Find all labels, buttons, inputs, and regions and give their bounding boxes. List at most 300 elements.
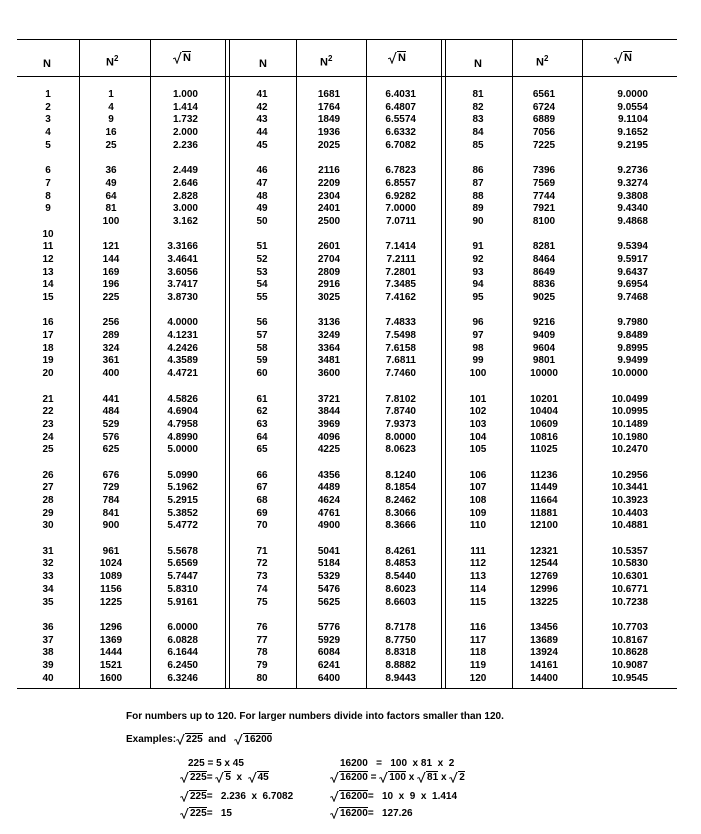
row-spacer xyxy=(516,533,572,546)
n-cell: 5 xyxy=(45,139,51,151)
n-squared-cell: 7396 xyxy=(532,165,556,177)
row-spacer xyxy=(458,381,498,394)
row-spacer xyxy=(30,216,66,229)
n-squared-cell: 11025 xyxy=(530,444,558,456)
row-spacer xyxy=(366,381,416,394)
sqrt-cell: 7.0711 xyxy=(385,215,416,227)
sqrt-cell: 9.7468 xyxy=(617,292,648,303)
n-squared-cell: 900 xyxy=(102,520,120,532)
sqrt-cell: 8.3066 xyxy=(385,507,416,519)
sqrt-cell: 3.7417 xyxy=(167,279,198,291)
row-spacer xyxy=(306,152,352,165)
header-sqrt-n: N xyxy=(614,52,632,88)
n-cell: 96 xyxy=(472,317,484,329)
sqrt-cell: 8.8882 xyxy=(385,659,416,671)
n-cell: 33 xyxy=(42,571,54,583)
n-squared-cell: 6241 xyxy=(317,659,341,671)
row-spacer xyxy=(366,305,416,318)
n-cell: 50 xyxy=(256,215,268,227)
n-cell: 26 xyxy=(42,469,54,481)
n-squared-cell: 7569 xyxy=(532,177,556,189)
n-cell: 45 xyxy=(256,139,268,151)
sqrt-cell: 9.2195 xyxy=(617,139,648,151)
n-cell: 69 xyxy=(256,507,268,519)
sqrt-cell: 9.0554 xyxy=(617,101,648,113)
sqrt-cell: 10.4403 xyxy=(611,507,648,519)
sqrt-cell: 8.6603 xyxy=(385,596,416,608)
sqrt-cell: 4.5826 xyxy=(167,393,198,405)
n-squared-cell: 64 xyxy=(105,190,117,202)
n-cell: 83 xyxy=(472,114,484,126)
n-squared-cell: 7225 xyxy=(532,139,556,151)
n-squared-cell: 9 xyxy=(108,114,114,126)
n-cell: 103 xyxy=(469,418,487,430)
n-squared-cell: 4 xyxy=(108,101,114,113)
n-squared-cell: 121 xyxy=(102,241,120,253)
row-spacer xyxy=(516,457,572,470)
n-cell: 40 xyxy=(42,672,54,684)
row-spacer xyxy=(366,152,416,165)
sqrt-cell: 8.6023 xyxy=(385,583,416,595)
n-cell: 2 xyxy=(45,101,51,113)
sqrt-cell: 8.9443 xyxy=(385,672,416,684)
n-squared-cell: 4489 xyxy=(317,482,341,494)
n-squared-cell: 5929 xyxy=(317,634,341,646)
n-squared-cell: 12769 xyxy=(530,571,558,583)
n-cell: 77 xyxy=(256,634,268,646)
n-squared-cell: 729 xyxy=(102,482,120,494)
n-cell: 119 xyxy=(469,659,487,671)
sqrt-cell: 10.8628 xyxy=(611,647,648,659)
n-squared-cell: 8836 xyxy=(532,279,556,291)
sqrt-cell: 1.000 xyxy=(172,89,198,100)
n-squared-cell: 13924 xyxy=(530,647,558,659)
n-cell: 102 xyxy=(469,406,487,418)
sqrt-cell: 5.1962 xyxy=(167,482,198,494)
sqrt-cell: 3.000 xyxy=(172,203,198,215)
header-n-squared: $N^2$ xyxy=(536,54,549,69)
n-squared-cell: 1764 xyxy=(317,101,341,113)
sqrt-cell: 7.6811 xyxy=(385,355,416,367)
sqrt-cell: 7.6158 xyxy=(385,342,416,354)
n-squared-cell: 14161 xyxy=(530,659,558,671)
row-spacer xyxy=(244,152,280,165)
n-cell: 76 xyxy=(256,621,268,633)
row-spacer xyxy=(458,152,498,165)
row-spacer xyxy=(306,609,352,622)
row-spacer xyxy=(366,457,416,470)
row-spacer xyxy=(150,609,198,622)
sqrt-cell: 1.732 xyxy=(172,114,198,126)
n-squared-cell: 2025 xyxy=(317,139,341,151)
n-squared-cell: 2401 xyxy=(317,203,341,215)
n-column xyxy=(30,89,66,685)
sqrt-cell: 5.4772 xyxy=(167,520,198,532)
sqrt-cell: 4.0000 xyxy=(167,317,198,329)
col-divider xyxy=(296,40,297,688)
row-spacer xyxy=(366,609,416,622)
sqrt-cell: 5.3852 xyxy=(167,507,198,519)
sqrt-cell: 9.4340 xyxy=(617,203,648,215)
n-squared-cell: 100 xyxy=(102,215,120,227)
n-cell: 21 xyxy=(42,393,54,405)
n-cell: 107 xyxy=(469,482,487,494)
n-cell: 82 xyxy=(472,101,484,113)
sqrt-cell: 4.2426 xyxy=(167,342,198,354)
sqrt-cell: 4.4721 xyxy=(167,368,198,380)
n-squared-cell: 3481 xyxy=(317,355,341,367)
sqrt-cell: 6.6332 xyxy=(385,127,416,139)
sqrt-cell: 10.1980 xyxy=(611,431,648,443)
n-cell: 29 xyxy=(42,507,54,519)
sqrt-cell: 4.3589 xyxy=(167,355,198,367)
n-squared-cell: 361 xyxy=(102,355,120,367)
sqrt-cell: 9.2736 xyxy=(617,165,648,177)
example-1-line-2: 225= 5 x 45 xyxy=(180,772,269,783)
n-cell: 56 xyxy=(256,317,268,329)
sqrt-cell: 9.6437 xyxy=(617,266,648,278)
n-squared-cell: 256 xyxy=(102,317,120,329)
n-squared-cell: 841 xyxy=(102,507,120,519)
n-cell: 116 xyxy=(469,621,487,633)
sqrt-cell: 8.0623 xyxy=(385,444,416,456)
n-cell: 65 xyxy=(256,444,268,456)
example-1-line-4: 225= 15 xyxy=(180,808,232,819)
n-cell: 8 xyxy=(45,190,51,202)
row-spacer xyxy=(90,381,132,394)
row-spacer xyxy=(150,152,198,165)
n-cell: 12 xyxy=(42,253,54,265)
n-cell: 35 xyxy=(42,596,54,608)
n-cell: 113 xyxy=(469,571,487,583)
sqrt-cell: 8.0000 xyxy=(385,431,416,443)
n-squared-cell: 3721 xyxy=(317,393,341,405)
n-squared-cell: 1936 xyxy=(317,127,341,139)
n-cell: 100 xyxy=(469,368,487,380)
n-squared-cell: 2916 xyxy=(317,279,341,291)
n-squared-column xyxy=(516,89,572,685)
row-spacer xyxy=(150,305,198,318)
n-cell: 86 xyxy=(472,165,484,177)
sqrt-cell: 7.4833 xyxy=(385,317,416,329)
sqrt-cell: 4.1231 xyxy=(167,330,198,342)
table-top-rule xyxy=(17,39,677,40)
sqrt-cell: 7.2801 xyxy=(385,266,416,278)
row-spacer xyxy=(244,305,280,318)
n-cell: 72 xyxy=(256,558,268,570)
n-squared-cell: 6889 xyxy=(532,114,556,126)
n-cell: 44 xyxy=(256,127,268,139)
sqrt-cell: 10.2470 xyxy=(611,444,648,456)
sqrt-cell: 10.0499 xyxy=(611,393,648,405)
row-spacer xyxy=(150,381,198,394)
sqrt-cell: 5.0990 xyxy=(167,469,198,481)
n-squared-cell: 25 xyxy=(105,139,117,151)
n-cell: 79 xyxy=(256,659,268,671)
row-spacer xyxy=(516,152,572,165)
n-squared-cell: 961 xyxy=(102,545,120,557)
row-spacer xyxy=(458,457,498,470)
n-cell: 54 xyxy=(256,279,268,291)
row-spacer xyxy=(306,229,352,242)
n-cell: 27 xyxy=(42,482,54,494)
n-squared-cell: 3600 xyxy=(317,368,341,380)
row-spacer xyxy=(580,229,648,242)
n-cell: 120 xyxy=(469,672,487,684)
sqrt-cell: 10.2956 xyxy=(611,469,648,481)
n-cell: 6 xyxy=(45,165,51,177)
sqrt-cell: 9.3274 xyxy=(617,177,648,189)
header-n: N xyxy=(259,58,267,70)
n-squared-cell: 8464 xyxy=(532,253,556,265)
row-spacer xyxy=(244,533,280,546)
sqrt-cell: 10.9087 xyxy=(611,659,648,671)
n-squared-cell: 10816 xyxy=(530,431,558,443)
n-squared-cell: 5329 xyxy=(317,571,341,583)
sqrt-cell: 5.0000 xyxy=(167,444,198,456)
sqrt-cell: 6.7823 xyxy=(385,165,416,177)
sqrt-cell: 5.8310 xyxy=(167,583,198,595)
n-cell: 63 xyxy=(256,418,268,430)
n-cell: 23 xyxy=(42,418,54,430)
sqrt-cell: 6.5574 xyxy=(385,114,416,126)
n-squared-cell: 9409 xyxy=(532,330,556,342)
n-squared-cell: 144 xyxy=(102,253,120,265)
sqrt-cell: 9.6954 xyxy=(617,279,648,291)
n-squared-cell: 5184 xyxy=(317,558,341,570)
n-squared-cell: 13689 xyxy=(530,634,558,646)
n-squared-cell: 529 xyxy=(102,418,120,430)
sqrt-cell: 7.0000 xyxy=(385,203,416,215)
row-spacer xyxy=(516,381,572,394)
n-squared-column xyxy=(306,89,352,685)
n-cell: 47 xyxy=(256,177,268,189)
n-cell: 75 xyxy=(256,596,268,608)
n-cell: 16 xyxy=(42,317,54,329)
n-cell: 28 xyxy=(42,495,54,506)
n-cell: 71 xyxy=(256,545,268,557)
n-squared-cell: 441 xyxy=(102,393,120,405)
row-spacer xyxy=(458,533,498,546)
n-squared-cell: 1369 xyxy=(99,634,123,646)
row-spacer xyxy=(244,229,280,242)
n-squared-cell: 3844 xyxy=(317,406,341,418)
sqrt-cell: 5.7447 xyxy=(167,571,198,583)
row-spacer xyxy=(244,381,280,394)
example-1-line-1: 225 = 5 x 45 xyxy=(188,758,244,769)
n-cell: 84 xyxy=(472,127,484,139)
n-squared-cell: 4356 xyxy=(317,469,341,481)
sqrt-column xyxy=(580,89,648,685)
n-squared-cell: 11236 xyxy=(530,469,558,481)
row-spacer xyxy=(306,533,352,546)
n-cell: 81 xyxy=(472,89,484,100)
n-squared-cell: 625 xyxy=(102,444,120,456)
n-squared-column xyxy=(90,89,132,685)
n-column xyxy=(244,89,280,685)
row-spacer xyxy=(30,152,66,165)
sqrt-cell: 7.9373 xyxy=(385,418,416,430)
sqrt-cell: 8.8318 xyxy=(385,647,416,659)
n-cell: 19 xyxy=(42,355,54,367)
n-squared-cell: 400 xyxy=(102,368,120,380)
n-cell: 66 xyxy=(256,469,268,481)
sqrt-cell: 8.4853 xyxy=(385,558,416,570)
n-cell: 106 xyxy=(469,469,487,481)
header-n: N xyxy=(43,58,51,70)
sqrt-cell: 9.8489 xyxy=(617,330,648,342)
row-spacer xyxy=(90,229,132,242)
n-cell: 30 xyxy=(42,520,54,532)
section-divider xyxy=(441,40,442,688)
n-squared-cell: 9604 xyxy=(532,342,556,354)
sqrt-cell: 9.4868 xyxy=(617,215,648,227)
n-squared-cell: 4761 xyxy=(317,507,341,519)
n-squared-cell: 1 xyxy=(108,89,114,100)
n-squared-cell: 9025 xyxy=(532,292,556,303)
n-cell: 78 xyxy=(256,647,268,659)
sqrt-cell: 10.0000 xyxy=(611,368,648,380)
sqrt-cell: 8.5440 xyxy=(385,571,416,583)
n-cell: 108 xyxy=(469,495,487,506)
n-squared-cell: 324 xyxy=(102,342,120,354)
sqrt-cell: 10.9545 xyxy=(611,672,648,684)
n-squared-cell: 2209 xyxy=(317,177,341,189)
sqrt-cell: 10.1489 xyxy=(611,418,648,430)
n-cell: 7 xyxy=(45,177,51,189)
sqrt-cell: 4.7958 xyxy=(167,418,198,430)
sqrt-cell: 10.7703 xyxy=(611,621,648,633)
n-cell: 70 xyxy=(256,520,268,532)
n-squared-cell: 4096 xyxy=(317,431,341,443)
n-cell: 73 xyxy=(256,571,268,583)
n-squared-cell: 12544 xyxy=(530,558,558,570)
n-cell: 99 xyxy=(472,355,484,367)
n-cell: 109 xyxy=(469,507,487,519)
sqrt-cell: 10.3441 xyxy=(611,482,648,494)
sqrt-cell: 3.4641 xyxy=(167,253,198,265)
sqrt-cell: 10.7238 xyxy=(611,596,648,608)
n-cell: 97 xyxy=(472,330,484,342)
n-cell: 20 xyxy=(42,368,54,380)
row-spacer xyxy=(244,457,280,470)
n-squared-cell: 13225 xyxy=(530,596,558,608)
n-squared-cell: 9801 xyxy=(532,355,556,367)
sqrt-cell: 6.2450 xyxy=(167,659,198,671)
n-squared-cell: 7056 xyxy=(532,127,556,139)
n-squared-cell: 3025 xyxy=(317,292,341,303)
sqrt-cell: 3.162 xyxy=(172,215,198,227)
header-n: N xyxy=(474,58,482,70)
n-cell: 95 xyxy=(472,292,484,303)
n-squared-cell: 7744 xyxy=(532,190,556,202)
n-cell: 38 xyxy=(42,647,54,659)
row-spacer xyxy=(30,305,66,318)
sqrt-cell: 10.5357 xyxy=(611,545,648,557)
n-squared-cell: 11664 xyxy=(530,495,558,506)
n-squared-cell: 10201 xyxy=(530,393,558,405)
n-squared-cell: 11449 xyxy=(530,482,558,494)
n-cell: 22 xyxy=(42,406,54,418)
n-squared-cell: 8281 xyxy=(532,241,556,253)
n-cell: 42 xyxy=(256,101,268,113)
sqrt-cell: 10.5830 xyxy=(611,558,648,570)
row-spacer xyxy=(150,533,198,546)
n-cell: 62 xyxy=(256,406,268,418)
row-spacer xyxy=(366,229,416,242)
row-spacer xyxy=(90,457,132,470)
sqrt-cell: 8.1854 xyxy=(385,482,416,494)
example-2-line-1: 16200 = 100 x 81 x 2 xyxy=(340,758,455,769)
section-divider xyxy=(229,40,230,688)
row-spacer xyxy=(306,457,352,470)
n-cell: 94 xyxy=(472,279,484,291)
sqrt-cell: 8.1240 xyxy=(385,469,416,481)
sqrt-cell: 3.6056 xyxy=(167,266,198,278)
row-spacer xyxy=(90,533,132,546)
n-squared-cell: 6561 xyxy=(532,89,556,100)
n-squared-cell: 12100 xyxy=(530,520,558,532)
n-squared-cell: 5476 xyxy=(317,583,341,595)
n-squared-cell: 2704 xyxy=(317,253,341,265)
examples-line: Examples: 225 and 16200 xyxy=(126,734,273,745)
n-cell: 51 xyxy=(256,241,268,253)
row-spacer xyxy=(458,305,498,318)
sqrt-cell: 9.5917 xyxy=(617,253,648,265)
n-cell: 118 xyxy=(469,647,487,659)
n-squared-cell: 6724 xyxy=(532,101,556,113)
n-cell: 46 xyxy=(256,165,268,177)
n-squared-cell: 3364 xyxy=(317,342,341,354)
col-divider xyxy=(512,40,513,688)
n-cell: 55 xyxy=(256,292,268,303)
header-n-squared: $N^2$ xyxy=(106,54,119,69)
n-squared-cell: 3969 xyxy=(317,418,341,430)
sqrt-cell: 9.9499 xyxy=(617,355,648,367)
sqrt-cell: 4.8990 xyxy=(167,431,198,443)
sqrt-cell: 5.6569 xyxy=(167,558,198,570)
sqrt-cell: 4.6904 xyxy=(167,406,198,418)
n-cell: 110 xyxy=(469,520,487,532)
n-squared-cell: 169 xyxy=(102,266,120,278)
section-divider xyxy=(445,40,446,688)
n-cell: 68 xyxy=(256,495,268,506)
row-spacer xyxy=(244,609,280,622)
n-cell: 61 xyxy=(256,393,268,405)
sqrt-cell: 6.8557 xyxy=(385,177,416,189)
footnote: For numbers up to 120. For larger numbers divide into factors smaller than 120. xyxy=(126,711,504,722)
n-cell: 114 xyxy=(469,583,487,595)
n-cell: 10 xyxy=(42,228,54,240)
row-spacer xyxy=(90,152,132,165)
n-squared-cell: 1089 xyxy=(99,571,123,583)
row-spacer xyxy=(30,609,66,622)
n-cell: 41 xyxy=(256,89,268,100)
example-1-line-3: 225= 2.236 x 6.7082 xyxy=(180,791,293,802)
col-divider xyxy=(79,40,80,688)
n-cell: 60 xyxy=(256,368,268,380)
sqrt-cell: 5.2915 xyxy=(167,495,198,506)
n-cell: 92 xyxy=(472,253,484,265)
row-spacer xyxy=(306,381,352,394)
row-spacer xyxy=(30,533,66,546)
sqrt-cell: 3.3166 xyxy=(167,241,198,253)
sqrt-cell: 8.3666 xyxy=(385,520,416,532)
row-spacer xyxy=(150,229,198,242)
n-cell: 58 xyxy=(256,342,268,354)
sqrt-cell: 9.3808 xyxy=(617,190,648,202)
n-squared-cell: 3136 xyxy=(317,317,341,329)
